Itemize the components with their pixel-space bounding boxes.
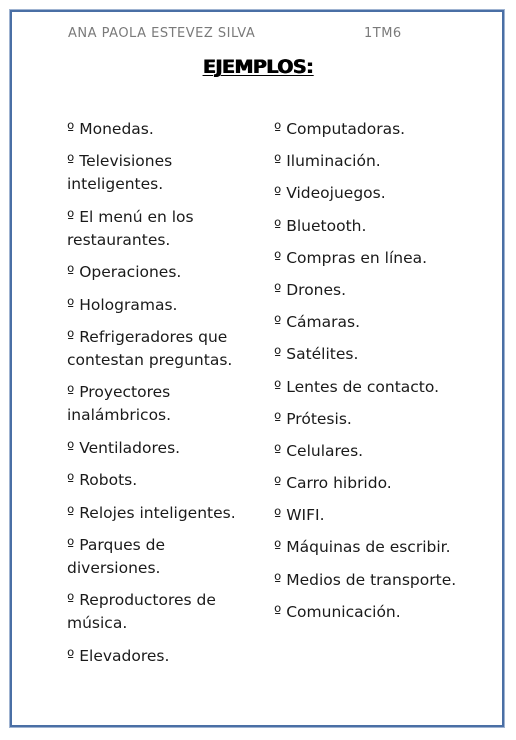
list-item: º Bluetooth. — [274, 216, 367, 235]
left-example-list — [67, 118, 257, 677]
list-item: º Celulares. — [274, 441, 364, 460]
list-item: º Operaciones. — [67, 263, 182, 282]
list-item: º Iluminación. — [274, 152, 381, 171]
list-item: º Medios de transporte. — [274, 570, 457, 589]
list-item: º Computadoras. — [274, 120, 406, 138]
list-item: º WIFI. — [274, 506, 325, 525]
list-item: º Relojes inteligentes. — [67, 503, 236, 522]
list-item: º Robots. — [67, 471, 138, 490]
list-item: º Cámaras. — [274, 313, 361, 332]
author-name: ANA PAOLA ESTEVEZ SILVA — [68, 26, 256, 41]
list-item: º Comunicación. — [274, 602, 401, 621]
list-item: º Parques de diversiones. — [67, 535, 166, 577]
group-code: 1TM6 — [364, 26, 402, 41]
list-item: º Refrigeradores que contestan preguntas. — [67, 327, 233, 369]
list-item: º Monedas. — [67, 120, 154, 138]
list-item: º Hologramas. — [67, 295, 178, 314]
list-item: º El menú en los restaurantes. — [67, 207, 194, 249]
list-item: º Satélites. — [274, 345, 359, 364]
page-title: EJEMPLOS: — [202, 56, 314, 78]
list-item: º Ventiladores. — [67, 438, 181, 457]
list-item: º Proyectores inalámbricos. — [67, 383, 172, 425]
list-item: º Televisiones inteligentes. — [67, 152, 173, 194]
list-item: º Drones. — [274, 280, 347, 299]
list-item: º Videojuegos. — [274, 184, 386, 203]
list-item: º Reproductores de música. — [67, 591, 216, 633]
list-item: º Lentes de contacto. — [274, 377, 440, 396]
list-item: º Carro hibrido. — [274, 474, 392, 493]
list-item: º Máquinas de escribir. — [274, 538, 451, 557]
list-item: º Prótesis. — [274, 409, 352, 428]
list-item: º Elevadores. — [67, 646, 170, 665]
right-example-list — [274, 118, 474, 633]
list-item: º Compras en línea. — [274, 248, 428, 267]
